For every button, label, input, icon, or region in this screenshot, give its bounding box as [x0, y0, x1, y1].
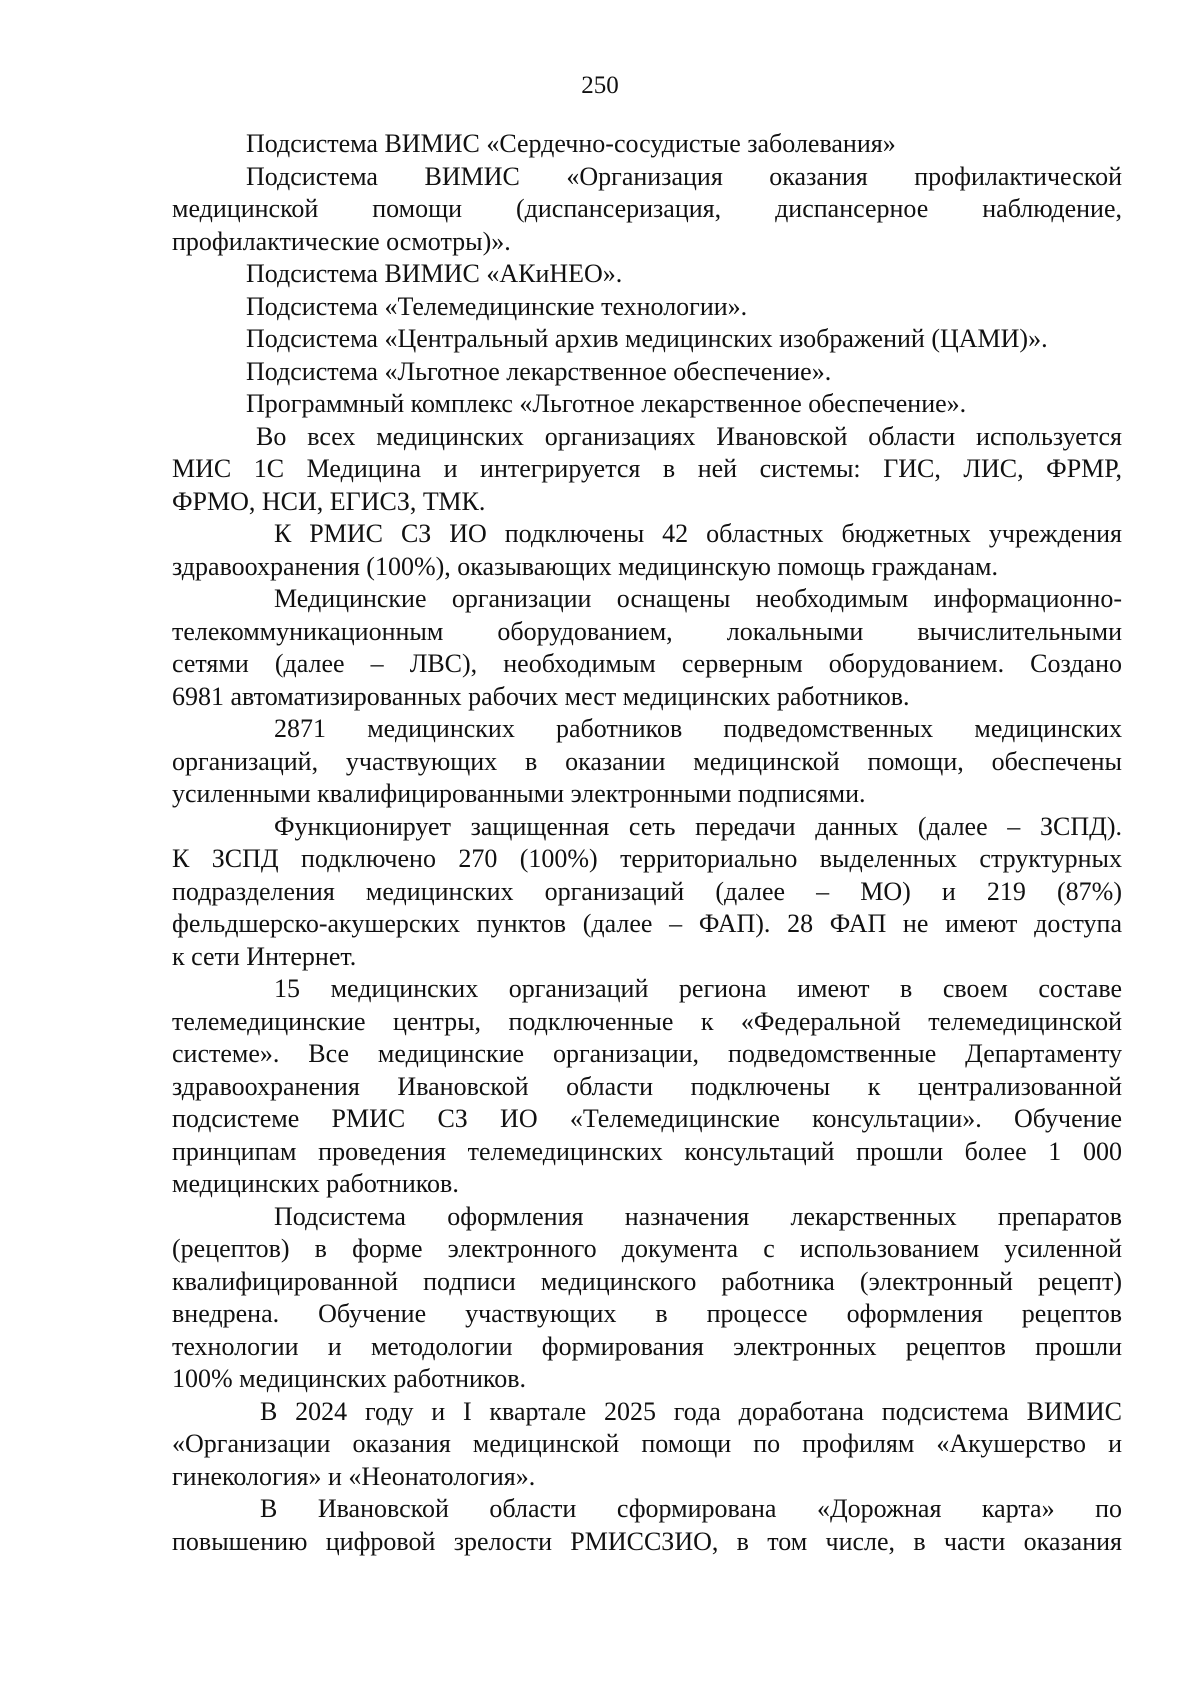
text-line: телемедицинские центры, подключенные к «Федеральной телемедицинской — [172, 1006, 1122, 1036]
text-line: телекоммуникационным оборудованием, локальными вычислительными — [172, 616, 1122, 646]
page-number: 250 — [581, 72, 619, 99]
text-line: В 2024 году и I квартале 2025 года доработана подсистема ВИМИС — [260, 1396, 1122, 1426]
text-line: подсистеме РМИС СЗ ИО «Телемедицинские консультации». Обучение — [172, 1104, 1122, 1133]
text-line: В Ивановской области сформирована «Дорожная карта» по — [260, 1494, 1122, 1523]
text-line: МИС 1С Медицина и интегрируется в ней системы: ГИС, ЛИС, ФРМР, — [172, 454, 1122, 483]
text-line: К ЗСПД подключено 270 (100%) территориально выделенных структурных — [172, 844, 1122, 873]
text-line: гинекология» и «Неонатология». — [172, 1461, 536, 1491]
text-line: внедрена. Обучение участвующих в процессе оформления рецептов — [172, 1299, 1122, 1328]
text-line: медицинской помощи (диспансеризация, диспансерное наблюдение, — [172, 194, 1122, 223]
text-line: «Организации оказания медицинской помощи по профилям «Акушерство и — [172, 1429, 1122, 1458]
document-body — [172, 128, 1122, 1558]
text-line: повышению цифровой зрелости РМИССЗИО, в том числе, в части оказания — [172, 1526, 1122, 1556]
text-line: 15 медицинских организаций региона имеют в своем составе — [274, 974, 1122, 1003]
text-line: технологии и методологии формирования электронных рецептов прошли — [172, 1331, 1122, 1361]
text-line: Программный комплекс «Льготное лекарственное обеспечение». — [246, 389, 967, 418]
text-line: Подсистема ВИМИС «Организация оказания профилактической — [246, 161, 1122, 191]
text-line: Подсистема «Телемедицинские технологии». — [246, 291, 748, 321]
text-line: к сети Интернет. — [172, 941, 357, 971]
text-line: подразделения медицинских организаций (далее – МО) и 219 (87%) — [172, 876, 1122, 906]
text-line: квалифицированной подписи медицинского работника (электронный рецепт) — [172, 1266, 1122, 1296]
text-line: усиленными квалифицированными электронными подписями. — [172, 779, 866, 808]
text-line: профилактические осмотры)». — [172, 226, 511, 256]
text-line: Медицинские организации оснащены необходимым информационно- — [274, 584, 1122, 613]
text-line: здравоохранения (100%), оказывающих медицинскую помощь гражданам. — [172, 551, 998, 581]
text-line: Во всех медицинских организациях Ивановской области используется — [256, 421, 1122, 451]
text-line: ФРМО, НСИ, ЕГИСЗ, ТМК. — [172, 486, 486, 516]
text-line: Подсистема «Центральный архив медицинских изображений (ЦАМИ)». — [246, 324, 1048, 353]
text-line: медицинских работников. — [172, 1169, 459, 1198]
text-line: 100% медицинских работников. — [172, 1364, 526, 1393]
text-line: системе». Все медицинские организации, подведомственные Департаменту — [172, 1039, 1122, 1068]
text-line: Функционирует защищенная сеть передачи данных (далее – ЗСПД). — [274, 811, 1122, 841]
text-line: организаций, участвующих в оказании медицинской помощи, обеспечены — [172, 746, 1122, 776]
text-line: фельдшерско-акушерских пунктов (далее – ФАП). 28 ФАП не имеют доступа — [172, 909, 1122, 938]
text-line: Подсистема ВИМИС «Сердечно-сосудистые заболевания» — [246, 129, 896, 158]
text-line: принципам проведения телемедицинских консультаций прошли более 1 000 — [172, 1136, 1122, 1166]
text-line: сетями (далее – ЛВС), необходимым серверным оборудованием. Создано — [172, 649, 1122, 678]
text-line: (рецептов) в форме электронного документа с использованием усиленной — [172, 1234, 1122, 1263]
text-line: Подсистема ВИМИС «АКиНЕО». — [246, 259, 623, 288]
text-line: здравоохранения Ивановской области подключены к централизованной — [172, 1071, 1122, 1101]
text-line: 2871 медицинских работников подведомственных медицинских — [274, 714, 1122, 743]
text-line: Подсистема оформления назначения лекарственных препаратов — [274, 1201, 1122, 1231]
text-line: Подсистема «Льготное лекарственное обеспечение». — [246, 356, 832, 386]
text-line: 6981 автоматизированных рабочих мест медицинских работников. — [172, 681, 910, 711]
text-line: К РМИС СЗ ИО подключены 42 областных бюджетных учреждения — [274, 519, 1122, 548]
